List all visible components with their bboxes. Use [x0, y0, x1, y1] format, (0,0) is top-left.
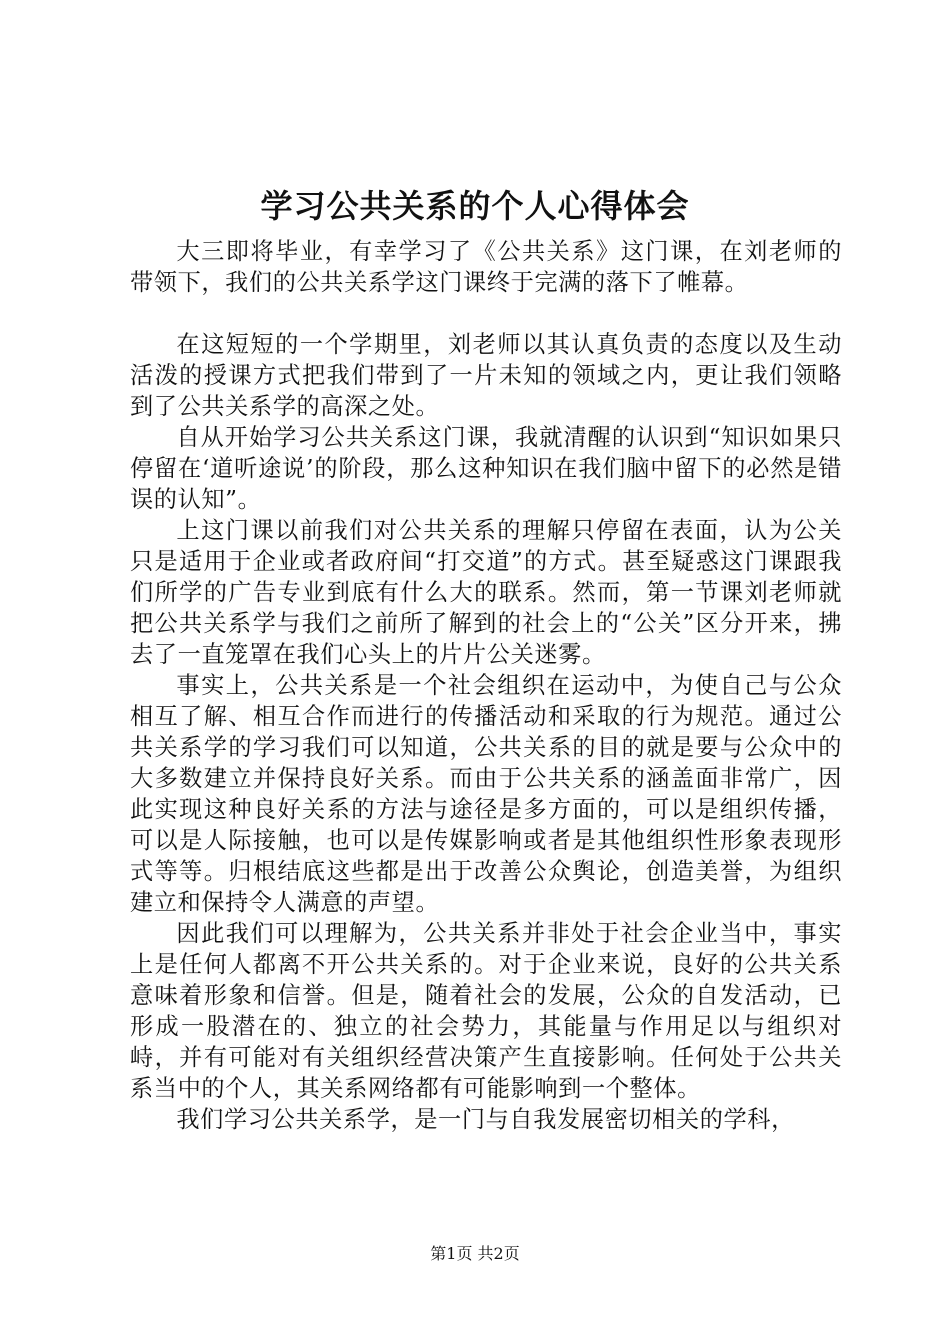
paragraph: 自从开始学习公共关系这门课，我就清醒的认识到“知识如果只停留在‘道听途说’的阶段，那么这种知识在我们脑中留下的必然是错误的认知”。 — [130, 424, 842, 513]
paragraph: 我们学习公共关系学，是一门与自我发展密切相关的学科， — [176, 1106, 795, 1133]
paragraph: 在这短短的一个学期里，刘老师以其认真负责的态度以及生动活泼的授课方式把我们带到了一片未知的领域之内，更让我们领略到了公共关系学的高深之处。 — [130, 331, 842, 420]
paragraph: 上这门课以前我们对公共关系的理解只停留在表面，认为公关只是适用于企业或者政府间“打交道”的方式。甚至疑惑这门课跟我们所学的广告专业到底有什么大的联系。然而，第一节课刘老师就把公共关系学与我们之前所了解到的社会上的“公关”区分开来，拂去了一直笼罩在我们心头上的片片公关迷雾。 — [130, 517, 842, 668]
paragraph: 因此我们可以理解为，公共关系并非处于社会企业当中，事实上是任何人都离不开公共关系的。对于企业来说，良好的公共关系意味着形象和信誉。但是，随着社会的发展，公众的自发活动，已形成一股潜在的、独立的社会势力，其能量与作用足以与组织对峙，并有可能对有关组织经营决策产生直接影响。任何处于公共关系当中的个人，其关系网络都有可能影响到一个整体。 — [130, 920, 842, 1102]
paragraph: 事实上，公共关系是一个社会组织在运动中，为使自己与公众相互了解、相互合作而进行的传播活动和采取的行为规范。通过公共关系学的学习我们可以知道，公共关系的目的就是要与公众中的大多数建立并保持良好关系。而由于公共关系的涵盖面非常广，因此实现这种良好关系的方法与途径是多方面的，可以是组织传播，可以是人际接触，也可以是传媒影响或者是其他组织性形象表现形式等等。归根结底这些都是出于改善公众舆论，创造美誉，为组织建立和保持令人满意的声望。 — [130, 672, 842, 916]
paragraph: 大三即将毕业，有幸学习了《公共关系》这门课，在刘老师的带领下，我们的公共关系学这门课终于完满的落下了帷幕。 — [130, 238, 842, 296]
document-body — [130, 236, 842, 1135]
page-footer: 第1页 共2页 — [430, 1244, 520, 1263]
document-title: 学习公共关系的个人心得体会 — [260, 187, 690, 225]
